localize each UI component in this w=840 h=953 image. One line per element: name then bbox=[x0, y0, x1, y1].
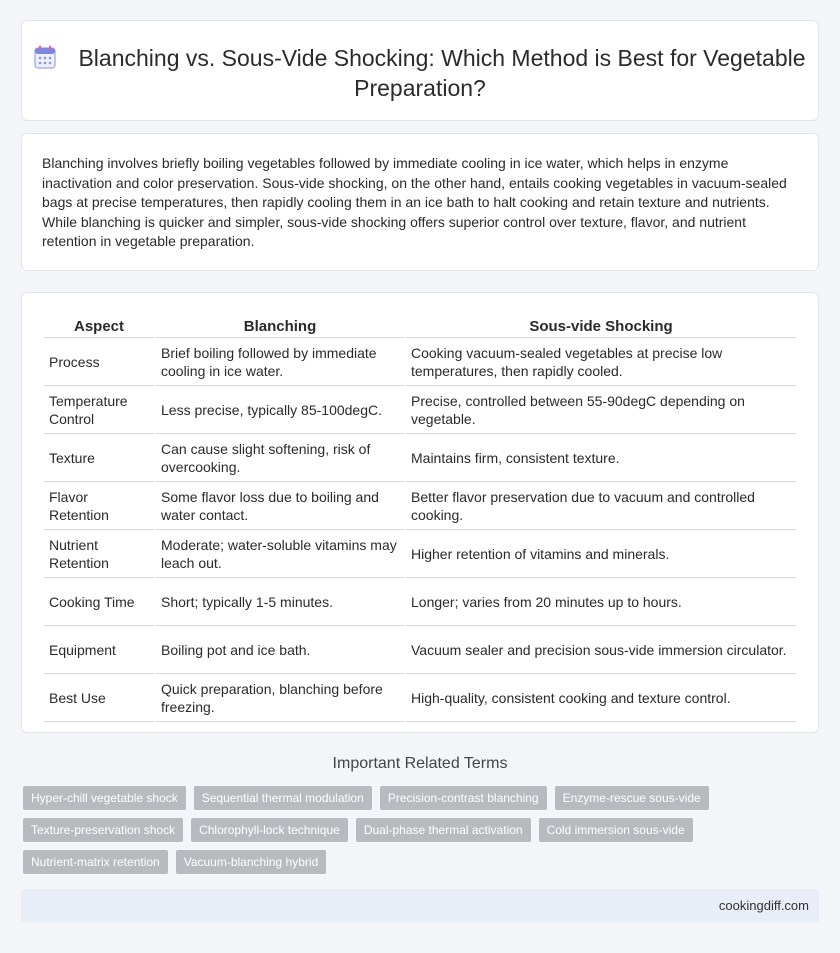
related-term-tag[interactable]: Vacuum-blanching hybrid bbox=[176, 850, 327, 874]
intro-paragraph: Blanching involves briefly boiling vegetables followed by immediate cooling in ice water, which helps in enzyme inactivation and color preservation. Sous-vide shocking, on the other hand, entails cooking vegetables in vacuum-sealed bags at precise temperatures, then rapidly cooling them in an ice bath to halt cooking and retain texture and nutrients. While blanching is quicker and simpler, sous-vide shocking offers superior control over texture, flavor, and nutrient retention in vegetable preparation. bbox=[42, 155, 787, 249]
aspect-cell: Equipment bbox=[44, 626, 154, 674]
table-row bbox=[44, 338, 796, 386]
aspect-cell: Texture bbox=[44, 434, 154, 482]
blanching-cell: Moderate; water-soluble vitamins may leach out. bbox=[156, 530, 404, 578]
comparison-card bbox=[21, 292, 819, 733]
footer bbox=[21, 889, 819, 922]
header-blanching: Blanching bbox=[156, 313, 404, 338]
related-terms-heading: Important Related Terms bbox=[332, 755, 508, 772]
table-row bbox=[44, 434, 796, 482]
sous-vide-cell: Maintains firm, consistent texture. bbox=[406, 434, 796, 482]
header-sous-vide: Sous-vide Shocking bbox=[406, 313, 796, 338]
table-row bbox=[44, 530, 796, 578]
comparison-table bbox=[42, 313, 798, 722]
related-term-tag[interactable]: Texture-preservation shock bbox=[23, 818, 183, 842]
intro-card bbox=[21, 133, 819, 271]
blanching-cell: Short; typically 1-5 minutes. bbox=[156, 578, 404, 626]
sous-vide-cell: Precise, controlled between 55-90degC depending on vegetable. bbox=[406, 386, 796, 434]
page-title bbox=[22, 43, 818, 103]
related-term-tag[interactable]: Precision-contrast blanching bbox=[380, 786, 547, 810]
related-term-tag[interactable]: Nutrient-matrix retention bbox=[23, 850, 168, 874]
related-term-tag[interactable]: Chlorophyll-lock technique bbox=[191, 818, 348, 842]
related-terms-list bbox=[23, 786, 723, 882]
related-term-tag[interactable]: Sequential thermal modulation bbox=[194, 786, 372, 810]
calendar-icon bbox=[34, 45, 56, 69]
aspect-cell: Nutrient Retention bbox=[44, 530, 154, 578]
aspect-cell: Cooking Time bbox=[44, 578, 154, 626]
table-row bbox=[44, 482, 796, 530]
related-term-tag[interactable]: Hyper-chill vegetable shock bbox=[23, 786, 186, 810]
aspect-cell: Temperature Control bbox=[44, 386, 154, 434]
header-aspect: Aspect bbox=[44, 313, 154, 338]
title-card bbox=[21, 20, 819, 121]
blanching-cell: Some flavor loss due to boiling and water contact. bbox=[156, 482, 404, 530]
footer-site-link[interactable]: cookingdiff.com bbox=[718, 898, 809, 913]
aspect-cell: Process bbox=[44, 338, 154, 386]
table-row bbox=[44, 626, 796, 674]
table-row bbox=[44, 674, 796, 722]
sous-vide-cell: High-quality, consistent cooking and texture control. bbox=[406, 674, 796, 722]
sous-vide-cell: Vacuum sealer and precision sous-vide immersion circulator. bbox=[406, 626, 796, 674]
sous-vide-cell: Longer; varies from 20 minutes up to hours. bbox=[406, 578, 796, 626]
aspect-cell: Flavor Retention bbox=[44, 482, 154, 530]
sous-vide-cell: Better flavor preservation due to vacuum and controlled cooking. bbox=[406, 482, 796, 530]
related-term-tag[interactable]: Enzyme-rescue sous-vide bbox=[555, 786, 709, 810]
aspect-cell: Best Use bbox=[44, 674, 154, 722]
sous-vide-cell: Cooking vacuum-sealed vegetables at precise low temperatures, then rapidly cooled. bbox=[406, 338, 796, 386]
page-title-text: Blanching vs. Sous-Vide Shocking: Which Method is Best for Vegetable Preparation? bbox=[78, 45, 806, 101]
related-term-tag[interactable]: Cold immersion sous-vide bbox=[539, 818, 693, 842]
related-term-tag[interactable]: Dual-phase thermal activation bbox=[356, 818, 531, 842]
sous-vide-cell: Higher retention of vitamins and minerals. bbox=[406, 530, 796, 578]
blanching-cell: Brief boiling followed by immediate cooling in ice water. bbox=[156, 338, 404, 386]
table-row bbox=[44, 578, 796, 626]
blanching-cell: Can cause slight softening, risk of overcooking. bbox=[156, 434, 404, 482]
blanching-cell: Less precise, typically 85-100degC. bbox=[156, 386, 404, 434]
blanching-cell: Boiling pot and ice bath. bbox=[156, 626, 404, 674]
table-row bbox=[44, 386, 796, 434]
blanching-cell: Quick preparation, blanching before freezing. bbox=[156, 674, 404, 722]
table-header-row bbox=[44, 313, 796, 338]
